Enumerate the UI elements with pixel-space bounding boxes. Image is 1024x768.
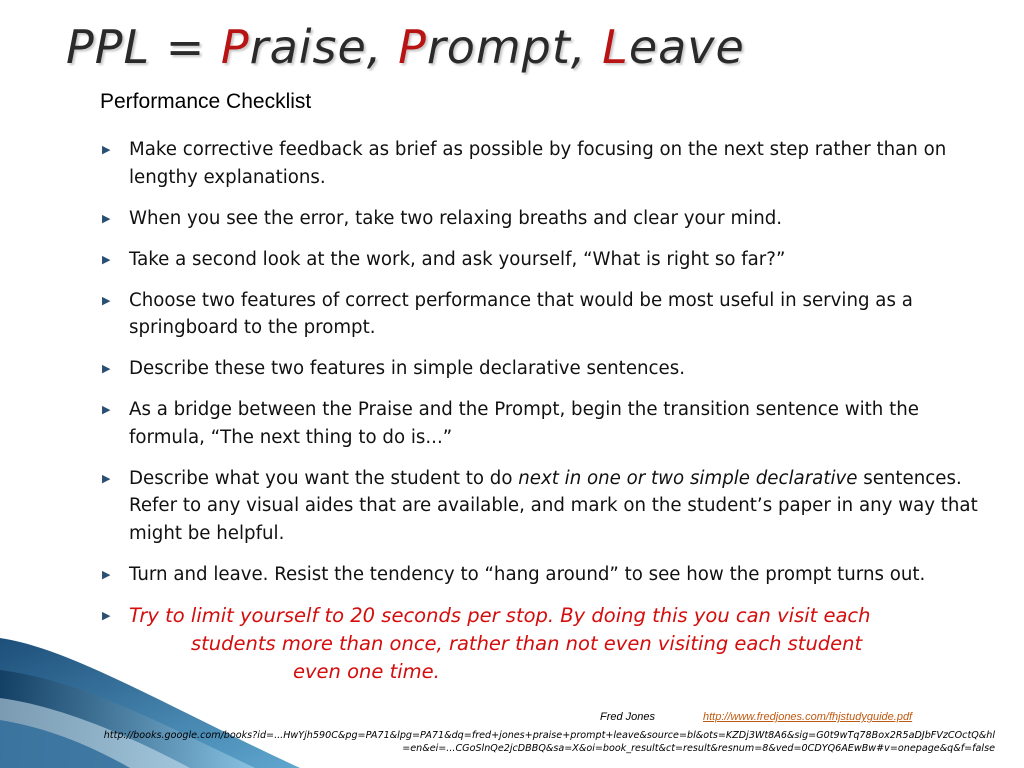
checklist-item: ▶ Choose two features of correct performance that would be most useful in serving as a springboard to the prompt. [100, 287, 1000, 342]
checklist-item: ▶ Take a second look at the work, and ask yourself, “What is right so far?” [100, 246, 1000, 274]
highlight-note: ▶ Try to limit yourself to 20 seconds per stop. By doing this you can visit each students more than once, rather than not even visiting each student even one time. [102, 603, 871, 683]
triangle-bullet-icon: ▶ [102, 403, 111, 416]
triangle-bullet-icon: ▶ [102, 471, 111, 485]
credit-author: Fred Jones [600, 711, 656, 723]
source-url[interactable]: http://books.google.com/books?id=...HwYjh590C&pg=PA71&lpg=PA71&dq=fred+jones+praise+prompt+leave&source=bl&ots=KZDj3Wt8A6&sig=G0t9wTq78Box2R5aDJbFVzCOctQ&hl=en&ei=...CGoSlnQe2jcDBBQ&sa=X&oi=book_result&ct=result&resnum=8&ved=0CDYQ6AEwBw#v=onepage&q&f=false [103, 730, 995, 754]
triangle-bullet-icon: ▶ [102, 252, 111, 266]
triangle-bullet-icon: ▶ [102, 362, 111, 375]
checklist-item: ▶ When you see the error, take two relaxing breaths and clear your mind. [100, 205, 1000, 233]
subtitle-performance-checklist: Performance Checklist [100, 90, 312, 113]
checklist-item: ▶ Turn and leave. Resist the tendency to “hang around” to see how the prompt turns out. [100, 561, 1000, 589]
slide-title: PPL = Praise, Prompt, Leave [66, 20, 745, 74]
checklist [100, 136, 1000, 699]
checklist-item: ▶ Describe what you want the student to do next in one or two simple declarative sentences. Refer to any visual aides that are available, and mark on the student’s paper in any way that might be helpful. [100, 465, 1000, 548]
triangle-bullet-icon: ▶ [102, 608, 111, 622]
checklist-item: ▶ As a bridge between the Praise and the Prompt, begin the transition sentence with the formula, “The next thing to do is...” [100, 396, 1000, 451]
checklist-item: ▶ Make corrective feedback as brief as possible by focusing on the next step rather than on lengthy explanations. [100, 136, 1000, 191]
credit-link[interactable]: http://www.fredjones.com/fhjstudyguide.pdf [703, 711, 913, 723]
emphasis-text: next in one or two simple declarative [518, 467, 858, 489]
triangle-bullet-icon: ▶ [102, 143, 111, 156]
triangle-bullet-icon: ▶ [102, 293, 111, 307]
checklist-item: ▶ Describe these two features in simple declarative sentences. [100, 355, 1000, 383]
triangle-bullet-icon: ▶ [102, 567, 111, 581]
triangle-bullet-icon: ▶ [102, 211, 111, 225]
